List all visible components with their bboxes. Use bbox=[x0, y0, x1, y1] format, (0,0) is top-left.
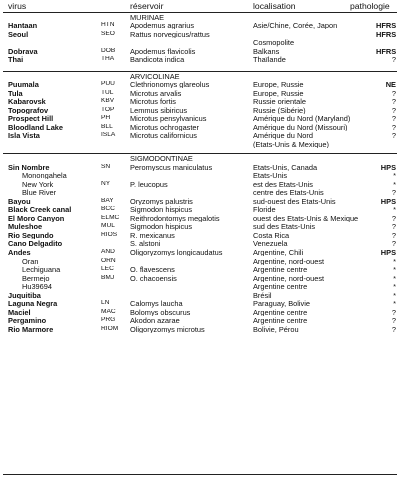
reservoir-species: Oryzomys palustris bbox=[130, 197, 193, 206]
pathology: ? bbox=[391, 325, 396, 334]
pathology: ? bbox=[391, 231, 396, 240]
pathology: ? bbox=[391, 89, 396, 97]
table-row bbox=[0, 107, 400, 116]
virus-name: Tula bbox=[8, 89, 23, 97]
virus-name: Rio Marmore bbox=[8, 325, 54, 334]
table-row bbox=[0, 141, 400, 150]
virus-abbreviation: NY bbox=[101, 180, 111, 187]
reservoir-species: Oligoryzomys longicaudatus bbox=[130, 249, 223, 257]
pathology: ? bbox=[391, 214, 396, 223]
pathology: ? bbox=[391, 56, 396, 64]
virus-name: Isla Vista bbox=[8, 132, 40, 140]
location: Argentine, nord-ouest bbox=[253, 257, 325, 265]
virus-name: Monongahela bbox=[22, 172, 67, 180]
table-row bbox=[0, 292, 400, 301]
section-title: MURINAE bbox=[130, 13, 165, 22]
location: Paraguay, Bolivie bbox=[253, 300, 310, 308]
virus-abbreviation: HTN bbox=[101, 22, 115, 28]
table-row bbox=[0, 181, 400, 190]
pathology: NE bbox=[385, 81, 396, 89]
location: Argentine centre bbox=[253, 308, 308, 317]
table-row bbox=[0, 326, 400, 335]
virus-name: Sin Nombre bbox=[8, 163, 50, 171]
location: est des Etats-Unis bbox=[253, 180, 313, 188]
virus-name: Topografov bbox=[8, 106, 49, 115]
reservoir-species: Apodemus flavicolis bbox=[130, 47, 196, 56]
location: sud des Etats-Unis bbox=[253, 223, 316, 231]
location: Cosmopolite bbox=[253, 39, 295, 47]
pathology: ? bbox=[391, 115, 396, 123]
virus-name: Cano Delgadito bbox=[8, 240, 63, 248]
location: Etats-Unis bbox=[253, 172, 288, 180]
reservoir-species: Microtus pensylvanicus bbox=[130, 115, 207, 123]
pathology: * bbox=[393, 206, 396, 214]
table-row bbox=[0, 22, 400, 31]
reservoir-species: Bandicota indica bbox=[130, 56, 185, 64]
table-row bbox=[0, 189, 400, 198]
virus-name: Oran bbox=[22, 257, 39, 265]
pathology: ? bbox=[391, 223, 396, 231]
section-rule bbox=[3, 71, 397, 72]
location: Argentine centre bbox=[253, 283, 308, 291]
virus-abbreviation: RIOS bbox=[101, 231, 118, 238]
virus-name: Juquitiba bbox=[8, 291, 41, 300]
location: Amérique du Nord bbox=[253, 132, 313, 140]
table-row bbox=[0, 240, 400, 249]
location: Russie (Sibérie) bbox=[253, 106, 306, 115]
table-row bbox=[0, 258, 400, 267]
location: Brésil bbox=[253, 291, 272, 300]
pathology: HFRS bbox=[376, 47, 396, 56]
reservoir-species: Calomys laucha bbox=[130, 300, 183, 308]
location: (Etats-Unis & Mexique) bbox=[253, 140, 329, 149]
reservoir-species: O. flavescens bbox=[130, 266, 175, 274]
virus-name: Thai bbox=[8, 56, 24, 64]
reservoir-species: R. mexicanus bbox=[130, 231, 175, 240]
virus-abbreviation: KBV bbox=[101, 98, 115, 105]
pathology: HFRS bbox=[376, 22, 396, 30]
table-row bbox=[0, 172, 400, 181]
pathology: ? bbox=[391, 132, 396, 140]
section-title: ARVICOLINAE bbox=[130, 72, 180, 81]
virus-name: New York bbox=[22, 180, 54, 188]
table-row bbox=[0, 90, 400, 99]
virus-abbreviation: AND bbox=[101, 249, 115, 255]
virus-abbreviation: PRG bbox=[101, 317, 116, 324]
pathology: * bbox=[393, 283, 396, 291]
reservoir-species: Akodon azarae bbox=[130, 317, 180, 325]
pathology: HPS bbox=[380, 163, 396, 171]
table-row bbox=[0, 215, 400, 224]
table-row bbox=[0, 39, 400, 48]
header-reservoir: réservoir bbox=[130, 1, 164, 11]
reservoir-species: Microtus arvalis bbox=[130, 89, 182, 97]
virus-name: Kabarovsk bbox=[8, 98, 46, 106]
reservoir-species: Microtus ochrogaster bbox=[130, 123, 200, 132]
location: sud-ouest des Etats-Unis bbox=[253, 197, 336, 206]
location: Amérique du Nord (Missouri) bbox=[253, 123, 348, 132]
virus-abbreviation: THA bbox=[101, 56, 115, 63]
virus-abbreviation: SEO bbox=[101, 30, 115, 37]
header-localisation: localisation bbox=[253, 1, 296, 11]
virus-abbreviation: MAC bbox=[101, 308, 116, 315]
reservoir-species: Clethrionomys glareolus bbox=[130, 81, 210, 89]
pathology: * bbox=[393, 257, 396, 265]
virus-name: Andes bbox=[8, 249, 31, 257]
location: Argentine, Chili bbox=[253, 249, 304, 257]
location: Argentine centre bbox=[253, 317, 308, 325]
virus-name: Puumala bbox=[8, 81, 39, 89]
virus-name: Prospect Hill bbox=[8, 115, 54, 123]
table-row bbox=[0, 266, 400, 275]
table-row bbox=[0, 283, 400, 292]
table-row bbox=[0, 81, 400, 90]
reservoir-species: Microtus fortis bbox=[130, 98, 176, 106]
reservoir-species: Rattus norvegicus/rattus bbox=[130, 30, 210, 38]
virus-abbreviation: BCC bbox=[101, 206, 115, 213]
table-row bbox=[0, 48, 400, 57]
pathology: * bbox=[393, 266, 396, 274]
pathology: ? bbox=[391, 240, 396, 248]
reservoir-species: P. leucopus bbox=[130, 180, 168, 188]
location: Balkans bbox=[253, 47, 280, 56]
virus-abbreviation: LEC bbox=[101, 266, 114, 273]
pathology: * bbox=[393, 300, 396, 308]
pathology: ? bbox=[391, 317, 396, 325]
table-row bbox=[0, 115, 400, 124]
virus-name: Pergamino bbox=[8, 317, 47, 325]
reservoir-species: S. alstoni bbox=[130, 240, 161, 248]
pathology: * bbox=[393, 172, 396, 180]
virus-name: Seoul bbox=[8, 30, 29, 38]
pathology: HPS bbox=[380, 197, 396, 206]
header-pathologie: pathologie bbox=[350, 1, 390, 11]
virus-name: Rio Segundo bbox=[8, 231, 54, 240]
table-row bbox=[0, 164, 400, 173]
pathology: * bbox=[393, 180, 396, 188]
table-row bbox=[0, 223, 400, 232]
pathology: HPS bbox=[380, 249, 396, 257]
table-row bbox=[0, 124, 400, 133]
virus-name: Laguna Negra bbox=[8, 300, 58, 308]
virus-abbreviation: DOB bbox=[101, 47, 116, 54]
reservoir-species: Reithrodontomys megalotis bbox=[130, 214, 220, 223]
table-row bbox=[0, 249, 400, 258]
virus-abbreviation: PH bbox=[101, 115, 111, 122]
header-virus: virus bbox=[8, 1, 27, 11]
virus-name: Blue River bbox=[22, 189, 57, 197]
table-row bbox=[0, 275, 400, 284]
virus-abbreviation: BMJ bbox=[101, 274, 115, 281]
table-row bbox=[0, 317, 400, 326]
table-row bbox=[0, 309, 400, 318]
virus-abbreviation: PUU bbox=[101, 81, 115, 87]
reservoir-species: Apodemus agrarius bbox=[130, 22, 195, 30]
reservoir-species: Oligoryzomys microtus bbox=[130, 325, 205, 334]
location: Russie orientale bbox=[253, 98, 306, 106]
section-rule bbox=[3, 153, 397, 154]
table-row bbox=[0, 300, 400, 309]
virus-name: Bloodland Lake bbox=[8, 123, 64, 132]
virus-abbreviation: TUL bbox=[101, 89, 114, 96]
table-row bbox=[0, 56, 400, 65]
virus-abbreviation: ORN bbox=[101, 257, 116, 264]
virus-abbreviation: RIOM bbox=[101, 325, 119, 332]
pathology: HFRS bbox=[376, 30, 396, 38]
virus-name: El Moro Canyon bbox=[8, 214, 65, 223]
location: Europe, Russie bbox=[253, 89, 304, 97]
pathology: ? bbox=[391, 189, 396, 197]
pathology: ? bbox=[391, 308, 396, 317]
virus-abbreviation: TOP bbox=[101, 106, 115, 113]
virus-name: Hantaan bbox=[8, 22, 38, 30]
location: Thaïlande bbox=[253, 56, 286, 64]
location: Costa Rica bbox=[253, 231, 290, 240]
location: Bolivie, Pérou bbox=[253, 325, 299, 334]
reservoir-species: Sigmodon hispicus bbox=[130, 206, 193, 214]
virus-name: Muleshoe bbox=[8, 223, 43, 231]
reservoir-species: Bolomys obscurus bbox=[130, 308, 191, 317]
table-row bbox=[0, 31, 400, 40]
reservoir-species: Lemmus sibiricus bbox=[130, 106, 188, 115]
table-row bbox=[0, 206, 400, 215]
table-row bbox=[0, 232, 400, 241]
pathology: ? bbox=[391, 123, 396, 132]
bottom-rule bbox=[3, 474, 397, 475]
virus-abbreviation: ELMC bbox=[101, 214, 120, 221]
location: Argentine centre bbox=[253, 266, 308, 274]
virus-name: Bayou bbox=[8, 197, 31, 206]
location: Floride bbox=[253, 206, 276, 214]
header-rule bbox=[3, 12, 397, 13]
virus-name: Hu39694 bbox=[22, 283, 52, 291]
pathology: ? bbox=[391, 98, 396, 106]
virus-abbreviation: LN bbox=[101, 300, 110, 307]
virus-name: Black Creek canal bbox=[8, 206, 72, 214]
reservoir-species: Microtus californicus bbox=[130, 132, 197, 140]
virus-abbreviation: MUL bbox=[101, 223, 115, 230]
virus-abbreviation: SN bbox=[101, 163, 111, 170]
pathology: * bbox=[393, 291, 396, 300]
virus-name: Dobrava bbox=[8, 47, 38, 56]
location: Etats-Unis, Canada bbox=[253, 163, 318, 171]
reservoir-species: Sigmodon hispicus bbox=[130, 223, 193, 231]
location: ouest des Etats-Unis & Mexique bbox=[253, 214, 359, 223]
location: Argentine, nord-ouest bbox=[253, 274, 325, 283]
reservoir-species: Peromyscus maniculatus bbox=[130, 163, 213, 171]
table-row bbox=[0, 132, 400, 141]
virus-abbreviation: BLL bbox=[101, 123, 113, 130]
location: Asie/Chine, Corée, Japon bbox=[253, 22, 338, 30]
virus-name: Bermejo bbox=[22, 274, 50, 283]
reservoir-species: O. chacoensis bbox=[130, 274, 177, 283]
location: centre des Etats-Unis bbox=[253, 189, 324, 197]
virus-abbreviation: ISLA bbox=[101, 132, 116, 139]
location: Amérique du Nord (Maryland) bbox=[253, 115, 351, 123]
virus-name: Maciel bbox=[8, 308, 31, 317]
table-row bbox=[0, 198, 400, 207]
pathology: * bbox=[393, 274, 396, 283]
pathology: ? bbox=[391, 106, 396, 115]
virus-abbreviation: BAY bbox=[101, 197, 114, 204]
location: Venezuela bbox=[253, 240, 288, 248]
section-title: SIGMODONTINAE bbox=[130, 154, 193, 163]
virus-name: Lechiguana bbox=[22, 266, 61, 274]
location: Europe, Russie bbox=[253, 81, 304, 89]
table-row bbox=[0, 98, 400, 107]
